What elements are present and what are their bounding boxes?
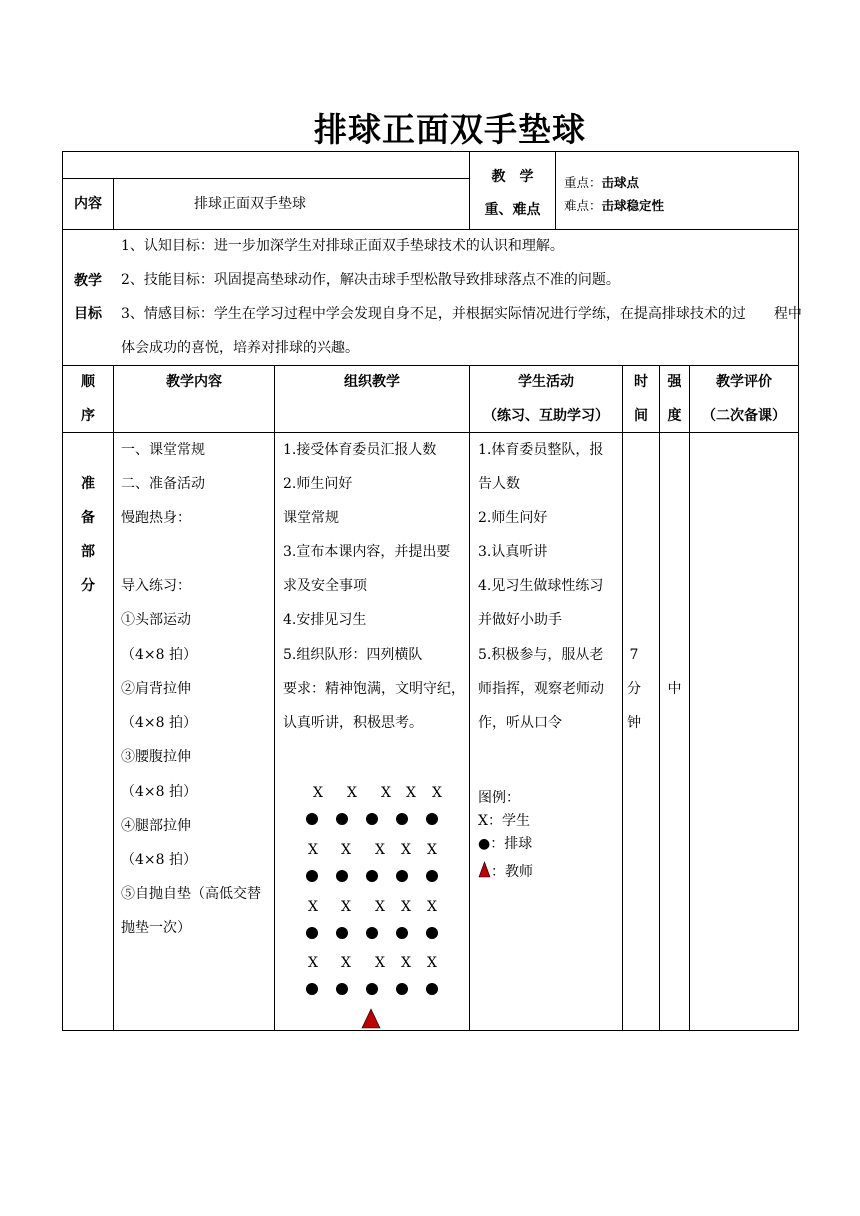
student-line: 2.师生问好 <box>478 510 548 526</box>
formation-student-mark: X <box>341 899 351 915</box>
page-title: 排球正面双手垫球 <box>314 110 586 149</box>
organization-line: 要求：精神饱满，文明守纪， <box>283 681 465 697</box>
legend-student: X：学生 <box>478 813 530 829</box>
formation-student-mark: X <box>401 842 411 858</box>
content-line: ④腿部拉伸 <box>121 818 191 834</box>
content-label: 内容 <box>74 196 102 212</box>
formation-ball-icon <box>336 983 348 995</box>
content-line: 慢跑热身： <box>121 510 191 526</box>
col-organization: 组织教学 <box>344 374 400 390</box>
objectives-label: 教学 <box>74 273 102 289</box>
formation-ball-icon <box>336 927 348 939</box>
section-name-char: 准 <box>81 476 95 492</box>
formation-ball-icon <box>426 983 438 995</box>
col-time: 时 <box>634 374 648 390</box>
col-student: （练习、互助学习） <box>483 408 609 424</box>
time-char: 7 <box>629 647 639 663</box>
formation-ball-icon <box>366 983 378 995</box>
section-name-char: 分 <box>81 578 95 594</box>
formation-ball-icon <box>396 870 408 882</box>
col-intensity: 度 <box>667 408 682 424</box>
col-student: 学生活动 <box>518 374 574 390</box>
content-line: ⑤自抛自垫（高低交替 <box>121 886 261 902</box>
formation-student-mark: X <box>341 955 351 971</box>
formation-student-mark: X <box>427 899 437 915</box>
organization-line: 4.安排见习生 <box>283 612 367 628</box>
formation-student-mark: X <box>401 955 411 971</box>
table-line <box>274 365 275 1031</box>
table-line <box>113 365 114 1031</box>
col-order: 序 <box>81 408 95 424</box>
organization-line: 1.接受体育委员汇报人数 <box>283 442 437 458</box>
content-line: （4×8 拍） <box>121 647 197 663</box>
col-evaluation: 教学评价 <box>716 374 772 390</box>
formation-student-mark: X <box>375 842 385 858</box>
legend-ball: ●：排球 <box>478 836 533 852</box>
formation-student-mark: X <box>341 842 351 858</box>
content-line: （4×8 拍） <box>121 715 197 731</box>
organization-line: 3.宣布本课内容，并提出要 <box>283 544 451 560</box>
table-border-right <box>798 151 799 1031</box>
formation-student-mark: X <box>432 785 442 801</box>
difficulty: 难点：击球稳定性 <box>564 198 665 213</box>
col-evaluation: （二次备课） <box>702 408 786 424</box>
formation-ball-icon <box>306 983 318 995</box>
intensity-value: 中 <box>667 681 682 697</box>
formation-student-mark: X <box>308 899 318 915</box>
col-content: 教学内容 <box>166 374 222 390</box>
table-line <box>555 151 556 230</box>
formation-student-mark: X <box>401 899 411 915</box>
formation-student-mark: X <box>427 842 437 858</box>
formation-ball-icon <box>366 870 378 882</box>
formation-student-mark: X <box>427 955 437 971</box>
student-line: 告人数 <box>478 476 520 492</box>
section-name-char: 备 <box>81 510 95 526</box>
col-time: 间 <box>634 408 648 424</box>
student-line: 5.积极参与，服从老 <box>478 647 604 663</box>
formation-ball-icon <box>336 870 348 882</box>
student-line: 4.见习生做球性练习 <box>478 578 604 594</box>
key-point: 重点：击球点 <box>564 175 640 190</box>
content-line: （4×8 拍） <box>121 852 197 868</box>
section-name-char: 部 <box>81 544 95 560</box>
col-order: 顺 <box>81 374 95 390</box>
formation-student-mark: X <box>308 955 318 971</box>
table-border-top <box>62 151 799 152</box>
objective-item: 3、情感目标：学生在学习过程中学会发现自身不足，并根据实际情况进行学练，在提高排球技术的过 程中 <box>121 306 802 322</box>
formation-ball-icon <box>396 983 408 995</box>
col-intensity: 强 <box>667 374 682 390</box>
formation-ball-icon <box>366 927 378 939</box>
organization-line: 求及安全事项 <box>283 578 367 594</box>
formation-ball-icon <box>306 813 318 825</box>
formation-student-mark: X <box>347 785 357 801</box>
table-line <box>469 365 470 1031</box>
content-line: ③腰腹拉伸 <box>121 749 191 765</box>
legend-title: 图例： <box>478 790 520 806</box>
formation-ball-icon <box>366 813 378 825</box>
objective-item: 2、技能目标：巩固提高垫球动作，解决击球手型松散导致排球落点不准的问题。 <box>121 272 620 288</box>
organization-line: 2.师生问好 <box>283 476 353 492</box>
organization-line: 课堂常规 <box>283 510 339 526</box>
content-line: 一、课堂常规 <box>121 442 205 458</box>
formation-ball-icon <box>426 813 438 825</box>
formation-student-mark: X <box>375 955 385 971</box>
teacher-marker-icon <box>361 1008 381 1029</box>
table-line <box>62 229 799 230</box>
content-line: 导入练习： <box>121 578 191 594</box>
content-line: ①头部运动 <box>121 612 191 628</box>
table-line <box>689 365 690 1031</box>
legend-teacher: ：教师 <box>491 864 533 880</box>
formation-ball-icon <box>306 870 318 882</box>
formation-ball-icon <box>336 813 348 825</box>
table-line <box>62 178 470 179</box>
time-char: 分 <box>627 681 641 697</box>
content-value: 排球正面双手垫球 <box>194 196 306 212</box>
table-line <box>113 178 114 230</box>
organization-line: 5.组织队形：四列横队 <box>283 647 423 663</box>
student-line: 作，听从口令 <box>478 715 562 731</box>
formation-ball-icon <box>426 927 438 939</box>
time-char: 钟 <box>627 715 641 731</box>
content-line: 抛垫一次） <box>121 920 191 936</box>
formation-student-mark: X <box>375 899 385 915</box>
content-line: （4×8 拍） <box>121 784 197 800</box>
student-line: 1.体育委员整队，报 <box>478 442 604 458</box>
formation-student-mark: X <box>308 842 318 858</box>
objective-item: 体会成功的喜悦，培养对排球的兴趣。 <box>121 340 359 356</box>
organization-line: 认真听讲，积极思考。 <box>283 715 423 731</box>
formation-ball-icon <box>306 927 318 939</box>
student-line: 3.认真听讲 <box>478 544 548 560</box>
content-line: ②肩背拉伸 <box>121 681 191 697</box>
student-line: 师指挥，观察老师动 <box>478 681 604 697</box>
key-points-label: 重、难点 <box>484 202 541 218</box>
key-points-label: 教 学 <box>491 169 534 185</box>
student-line: 并做好小助手 <box>478 612 562 628</box>
objective-item: 1、认知目标：进一步加深学生对排球正面双手垫球技术的认识和理解。 <box>121 238 564 254</box>
formation-student-mark: X <box>313 785 323 801</box>
content-line: 二、准备活动 <box>121 476 205 492</box>
formation-student-mark: X <box>406 785 416 801</box>
formation-ball-icon <box>396 813 408 825</box>
teacher-legend-icon <box>478 861 491 878</box>
formation-ball-icon <box>396 927 408 939</box>
formation-ball-icon <box>426 870 438 882</box>
objectives-label: 目标 <box>74 306 102 322</box>
formation-student-mark: X <box>381 785 391 801</box>
